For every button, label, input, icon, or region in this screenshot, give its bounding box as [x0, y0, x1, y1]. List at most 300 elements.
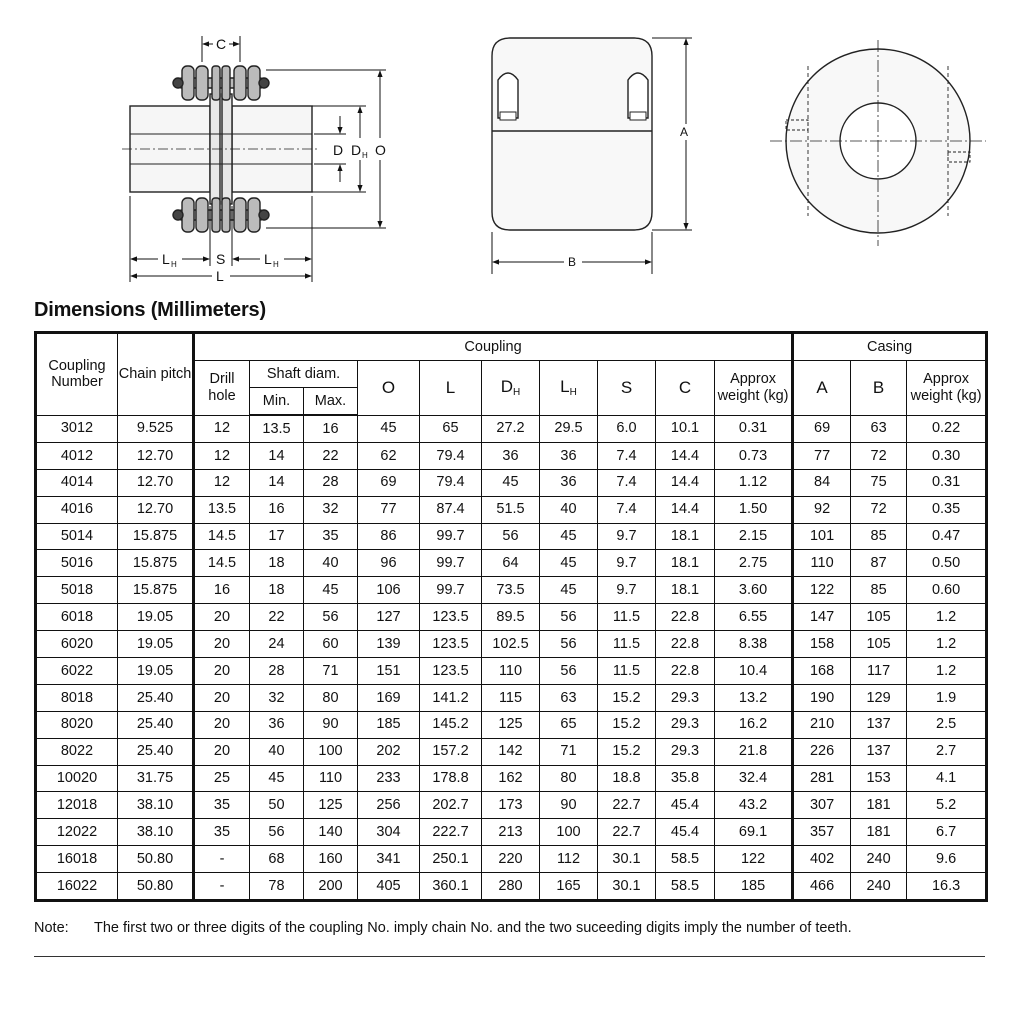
table-cell: 169	[358, 684, 420, 711]
table-cell: 202.7	[420, 792, 482, 819]
table-cell: 16	[194, 577, 250, 604]
table-row	[36, 577, 987, 604]
table-cell: 99.7	[420, 523, 482, 550]
table-cell: 147	[793, 604, 851, 631]
table-cell: 69.1	[715, 819, 793, 846]
table-cell: 56	[540, 658, 598, 685]
table-cell: 105	[851, 631, 907, 658]
table-cell: 200	[304, 873, 358, 901]
table-cell: 79.4	[420, 442, 482, 469]
table-cell: 185	[715, 873, 793, 901]
table-cell: 15.875	[118, 577, 194, 604]
header-dh-sub: H	[513, 387, 521, 398]
table-cell: 12	[194, 415, 250, 442]
header-approx-weight: Approx weight (kg)	[715, 361, 793, 416]
table-cell: 7.4	[598, 496, 656, 523]
table-cell: 56	[250, 819, 304, 846]
table-cell: 35	[194, 792, 250, 819]
table-cell: 14.4	[656, 442, 715, 469]
table-cell: 6020	[36, 631, 118, 658]
table-cell: 16.3	[907, 873, 987, 901]
table-cell: 13.2	[715, 684, 793, 711]
table-cell: 101	[793, 523, 851, 550]
table-cell: 16	[250, 496, 304, 523]
table-row	[36, 738, 987, 765]
table-cell: 4016	[36, 496, 118, 523]
table-cell: 50.80	[118, 846, 194, 873]
table-cell: 158	[793, 631, 851, 658]
table-cell: 3012	[36, 415, 118, 442]
table-cell: 2.15	[715, 523, 793, 550]
table-cell: 30.1	[598, 873, 656, 901]
table-cell: 36	[540, 442, 598, 469]
table-cell: 29.3	[656, 711, 715, 738]
table-cell: 11.5	[598, 658, 656, 685]
table-cell: 77	[793, 442, 851, 469]
label-s: S	[216, 251, 226, 267]
table-cell: 22	[250, 604, 304, 631]
table-cell: 20	[194, 684, 250, 711]
table-cell: 12.70	[118, 442, 194, 469]
table-cell: 29.5	[540, 415, 598, 442]
table-cell: 145.2	[420, 711, 482, 738]
table-cell: 22.8	[656, 604, 715, 631]
table-cell: 110	[304, 765, 358, 792]
table-cell: 62	[358, 442, 420, 469]
table-cell: 8022	[36, 738, 118, 765]
table-cell: 110	[482, 658, 540, 685]
table-cell: 6.0	[598, 415, 656, 442]
label-lh-right: L	[264, 251, 272, 267]
header-min: Min.	[250, 388, 304, 416]
table-cell: 168	[793, 658, 851, 685]
table-cell: 139	[358, 631, 420, 658]
table-cell: 45	[358, 415, 420, 442]
table-cell: 25	[194, 765, 250, 792]
table-cell: 185	[358, 711, 420, 738]
table-cell: 87.4	[420, 496, 482, 523]
table-cell: 173	[482, 792, 540, 819]
table-cell: 35	[304, 523, 358, 550]
label-lh-right-sub: H	[273, 260, 279, 269]
table-cell: 20	[194, 711, 250, 738]
table-cell: 4014	[36, 469, 118, 496]
table-cell: 10020	[36, 765, 118, 792]
table-cell: 0.50	[907, 550, 987, 577]
table-cell: 30.1	[598, 846, 656, 873]
table-cell: 106	[358, 577, 420, 604]
dimensions-table-body	[36, 415, 987, 901]
header-coupling-number: Coupling Number	[36, 333, 118, 416]
table-cell: 123.5	[420, 604, 482, 631]
label-lh-left-sub: H	[171, 260, 177, 269]
table-cell: 6.55	[715, 604, 793, 631]
table-cell: 25.40	[118, 684, 194, 711]
table-cell: 80	[304, 684, 358, 711]
table-cell: 18	[250, 577, 304, 604]
table-cell: 58.5	[656, 873, 715, 901]
table-cell: 1.50	[715, 496, 793, 523]
table-cell: 36	[540, 469, 598, 496]
table-cell: 125	[304, 792, 358, 819]
table-cell: 20	[194, 658, 250, 685]
table-cell: 0.22	[907, 415, 987, 442]
table-cell: 2.7	[907, 738, 987, 765]
table-cell: 341	[358, 846, 420, 873]
table-cell: 18.1	[656, 577, 715, 604]
table-cell: 9.6	[907, 846, 987, 873]
table-cell: 96	[358, 550, 420, 577]
table-cell: 10.4	[715, 658, 793, 685]
table-cell: 402	[793, 846, 851, 873]
table-cell: 99.7	[420, 550, 482, 577]
table-cell: 51.5	[482, 496, 540, 523]
table-cell: 233	[358, 765, 420, 792]
table-cell: 14.4	[656, 496, 715, 523]
table-cell: 63	[540, 684, 598, 711]
header-coupling-group: Coupling	[194, 333, 793, 361]
coupling-side-view	[122, 66, 320, 232]
table-cell: 65	[540, 711, 598, 738]
table-cell: 280	[482, 873, 540, 901]
label-l: L	[216, 268, 224, 284]
dimensions-table	[34, 331, 988, 902]
header-lh	[540, 361, 598, 416]
table-cell: 14	[250, 442, 304, 469]
table-cell: 222.7	[420, 819, 482, 846]
table-cell: 357	[793, 819, 851, 846]
table-cell: 1.2	[907, 658, 987, 685]
table-cell: 141.2	[420, 684, 482, 711]
table-title: Dimensions (Millimeters)	[34, 299, 266, 321]
table-cell: 210	[793, 711, 851, 738]
bottom-chain	[173, 198, 269, 232]
table-cell: 181	[851, 819, 907, 846]
table-cell: 8020	[36, 711, 118, 738]
table-cell: 32	[250, 684, 304, 711]
table-cell: 72	[851, 442, 907, 469]
table-cell: 56	[304, 604, 358, 631]
table-cell: 65	[420, 415, 482, 442]
table-row	[36, 523, 987, 550]
table-cell: -	[194, 873, 250, 901]
table-cell: 45	[540, 577, 598, 604]
header-c: C	[656, 361, 715, 416]
table-cell: 69	[358, 469, 420, 496]
table-cell: 307	[793, 792, 851, 819]
label-d: D	[333, 142, 344, 158]
table-cell: 153	[851, 765, 907, 792]
table-cell: 178.8	[420, 765, 482, 792]
table-cell: 6.7	[907, 819, 987, 846]
table-cell: 123.5	[420, 631, 482, 658]
table-cell: 56	[482, 523, 540, 550]
table-cell: 9.525	[118, 415, 194, 442]
table-cell: 0.31	[907, 469, 987, 496]
table-cell: 79.4	[420, 469, 482, 496]
table-cell: 71	[304, 658, 358, 685]
table-cell: 11.5	[598, 604, 656, 631]
header-lh-main: L	[560, 377, 570, 396]
header-l: L	[420, 361, 482, 416]
table-cell: 89.5	[482, 604, 540, 631]
table-cell: 15.2	[598, 684, 656, 711]
table-cell: 68	[250, 846, 304, 873]
label-b: B	[568, 255, 577, 269]
table-cell: 60	[304, 631, 358, 658]
table-cell: 22.7	[598, 792, 656, 819]
table-cell: 58.5	[656, 846, 715, 873]
table-cell: 56	[540, 604, 598, 631]
table-cell: 18.1	[656, 523, 715, 550]
table-cell: 220	[482, 846, 540, 873]
table-cell: 165	[540, 873, 598, 901]
table-cell: 90	[540, 792, 598, 819]
header-a: A	[793, 361, 851, 416]
table-cell: 24	[250, 631, 304, 658]
table-cell: 8018	[36, 684, 118, 711]
table-cell: 117	[851, 658, 907, 685]
table-cell: 45	[250, 765, 304, 792]
header-drill-hole: Drill hole	[194, 361, 250, 416]
table-cell: 38.10	[118, 792, 194, 819]
table-cell: 32	[304, 496, 358, 523]
table-cell: 40	[304, 550, 358, 577]
technical-drawings	[0, 0, 1024, 300]
table-cell: 6022	[36, 658, 118, 685]
table-cell: 40	[250, 738, 304, 765]
table-cell: 22.8	[656, 658, 715, 685]
table-cell: 5016	[36, 550, 118, 577]
table-cell: 137	[851, 738, 907, 765]
table-cell: 14.4	[656, 469, 715, 496]
table-cell: 3.60	[715, 577, 793, 604]
table-cell: 13.5	[250, 415, 304, 442]
note-text: The first two or three digits of the coupling No. imply chain No. and the two suceeding digits imply the number of teeth.	[94, 920, 852, 936]
table-cell: 7.4	[598, 469, 656, 496]
table-row	[36, 684, 987, 711]
table-cell: 28	[304, 469, 358, 496]
table-cell: 125	[482, 711, 540, 738]
table-cell: 35	[194, 819, 250, 846]
table-cell: 0.60	[907, 577, 987, 604]
table-cell: 2.5	[907, 711, 987, 738]
table-cell: 19.05	[118, 604, 194, 631]
table-cell: 281	[793, 765, 851, 792]
note-label: Note:	[34, 920, 69, 936]
table-cell: 1.2	[907, 604, 987, 631]
label-c: C	[216, 36, 227, 52]
table-cell: 1.12	[715, 469, 793, 496]
table-cell: 100	[540, 819, 598, 846]
table-cell: 85	[851, 577, 907, 604]
table-cell: 10.1	[656, 415, 715, 442]
header-dh	[482, 361, 540, 416]
table-cell: 20	[194, 738, 250, 765]
table-cell: 32.4	[715, 765, 793, 792]
table-cell: 84	[793, 469, 851, 496]
table-cell: 45	[304, 577, 358, 604]
table-cell: 29.3	[656, 738, 715, 765]
table-cell: 4012	[36, 442, 118, 469]
table-cell: 78	[250, 873, 304, 901]
table-cell: 5.2	[907, 792, 987, 819]
table-cell: 7.4	[598, 442, 656, 469]
table-cell: 16022	[36, 873, 118, 901]
table-cell: 0.35	[907, 496, 987, 523]
table-cell: 16	[304, 415, 358, 442]
table-cell: 87	[851, 550, 907, 577]
table-cell: 4.1	[907, 765, 987, 792]
table-cell: 28	[250, 658, 304, 685]
table-cell: 9.7	[598, 550, 656, 577]
table-cell: 123.5	[420, 658, 482, 685]
table-cell: 466	[793, 873, 851, 901]
table-cell: 69	[793, 415, 851, 442]
table-cell: 0.47	[907, 523, 987, 550]
table-row	[36, 792, 987, 819]
table-row	[36, 658, 987, 685]
table-cell: 140	[304, 819, 358, 846]
table-cell: 16018	[36, 846, 118, 873]
table-cell: 20	[194, 631, 250, 658]
table-cell: 100	[304, 738, 358, 765]
table-cell: 45	[540, 523, 598, 550]
table-cell: 13.5	[194, 496, 250, 523]
table-cell: 50.80	[118, 873, 194, 901]
table-cell: 36	[250, 711, 304, 738]
table-cell: 5014	[36, 523, 118, 550]
table-cell: 15.875	[118, 550, 194, 577]
table-cell: 8.38	[715, 631, 793, 658]
table-cell: 80	[540, 765, 598, 792]
table-cell: 5018	[36, 577, 118, 604]
casing-end-view	[770, 40, 986, 246]
table-cell: 15.2	[598, 711, 656, 738]
table-note	[34, 920, 852, 936]
table-cell: 36	[482, 442, 540, 469]
table-cell: 256	[358, 792, 420, 819]
table-cell: 12.70	[118, 496, 194, 523]
table-cell: 12018	[36, 792, 118, 819]
table-cell: 15.2	[598, 738, 656, 765]
table-cell: 63	[851, 415, 907, 442]
table-cell: 25.40	[118, 711, 194, 738]
table-cell: 304	[358, 819, 420, 846]
header-chain-pitch: Chain pitch	[118, 333, 194, 416]
table-cell: 112	[540, 846, 598, 873]
table-cell: 27.2	[482, 415, 540, 442]
table-cell: 12.70	[118, 469, 194, 496]
table-cell: 105	[851, 604, 907, 631]
table-cell: 21.8	[715, 738, 793, 765]
table-cell: 75	[851, 469, 907, 496]
table-cell: 14	[250, 469, 304, 496]
table-cell: 160	[304, 846, 358, 873]
table-row	[36, 631, 987, 658]
table-cell: 71	[540, 738, 598, 765]
table-cell: 12	[194, 469, 250, 496]
table-cell: 99.7	[420, 577, 482, 604]
header-casing-group: Casing	[793, 333, 987, 361]
header-b: B	[851, 361, 907, 416]
casing-front-view	[492, 38, 652, 230]
table-row	[36, 819, 987, 846]
table-cell: 0.73	[715, 442, 793, 469]
table-cell: 14.5	[194, 550, 250, 577]
table-cell: 38.10	[118, 819, 194, 846]
table-row	[36, 873, 987, 901]
table-row	[36, 846, 987, 873]
table-cell: 17	[250, 523, 304, 550]
table-cell: 45.4	[656, 819, 715, 846]
header-s: S	[598, 361, 656, 416]
table-cell: 213	[482, 819, 540, 846]
table-cell: 45	[482, 469, 540, 496]
table-row	[36, 765, 987, 792]
table-cell: 9.7	[598, 523, 656, 550]
table-cell: 56	[540, 631, 598, 658]
table-cell: 240	[851, 873, 907, 901]
table-cell: 19.05	[118, 658, 194, 685]
table-cell: 9.7	[598, 577, 656, 604]
table-cell: 0.31	[715, 415, 793, 442]
table-cell: 15.875	[118, 523, 194, 550]
table-cell: 2.75	[715, 550, 793, 577]
table-cell: 250.1	[420, 846, 482, 873]
table-cell: 43.2	[715, 792, 793, 819]
table-cell: 11.5	[598, 631, 656, 658]
table-cell: 1.9	[907, 684, 987, 711]
table-cell: 86	[358, 523, 420, 550]
table-cell: 102.5	[482, 631, 540, 658]
table-cell: 22	[304, 442, 358, 469]
table-cell: 45.4	[656, 792, 715, 819]
table-cell: 127	[358, 604, 420, 631]
table-cell: 122	[715, 846, 793, 873]
table-cell: 22.8	[656, 631, 715, 658]
table-cell: 77	[358, 496, 420, 523]
table-row	[36, 415, 987, 442]
header-max: Max.	[304, 388, 358, 416]
table-cell: 129	[851, 684, 907, 711]
table-cell: 19.05	[118, 631, 194, 658]
table-cell: 92	[793, 496, 851, 523]
table-cell: 72	[851, 496, 907, 523]
table-cell: -	[194, 846, 250, 873]
top-chain	[173, 66, 269, 100]
table-cell: 115	[482, 684, 540, 711]
table-cell: 202	[358, 738, 420, 765]
table-cell: 162	[482, 765, 540, 792]
label-lh-left: L	[162, 251, 170, 267]
table-cell: 157.2	[420, 738, 482, 765]
table-cell: 110	[793, 550, 851, 577]
table-cell: 45	[540, 550, 598, 577]
table-cell: 226	[793, 738, 851, 765]
bottom-rule	[34, 956, 985, 957]
header-casing-weight: Approx weight (kg)	[907, 361, 987, 416]
table-cell: 18.8	[598, 765, 656, 792]
table-cell: 40	[540, 496, 598, 523]
header-o: O	[358, 361, 420, 416]
table-row	[36, 442, 987, 469]
table-cell: 12	[194, 442, 250, 469]
table-cell: 360.1	[420, 873, 482, 901]
table-cell: 142	[482, 738, 540, 765]
table-cell: 151	[358, 658, 420, 685]
table-cell: 18	[250, 550, 304, 577]
